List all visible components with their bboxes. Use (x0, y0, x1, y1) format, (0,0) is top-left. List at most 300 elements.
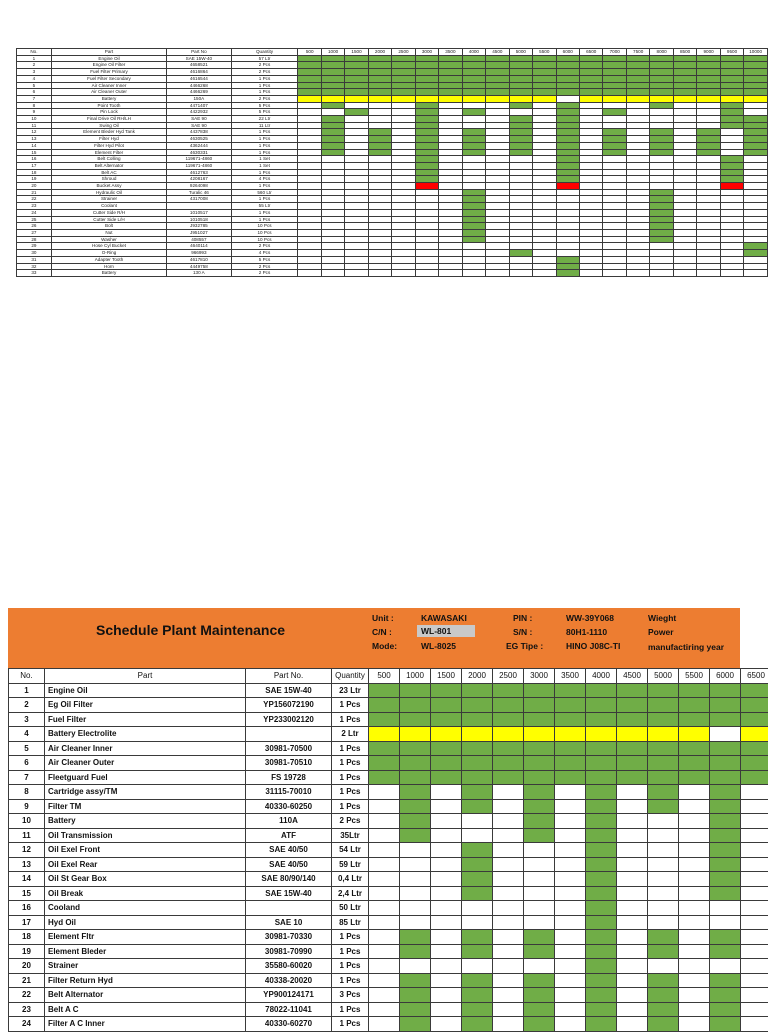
schedule-cell (673, 196, 696, 203)
schedule-cell (509, 203, 532, 210)
schedule-cell (439, 176, 462, 183)
schedule-cell (368, 162, 391, 169)
schedule-cell (650, 109, 673, 116)
schedule-cell (673, 69, 696, 76)
schedule-cell (586, 698, 617, 713)
schedule-cell (462, 55, 485, 62)
schedule-cell (556, 116, 579, 123)
schedule-cell (431, 901, 462, 916)
schedule-cell (462, 270, 485, 277)
schedule-cell (555, 915, 586, 930)
schedule-cell (586, 785, 617, 800)
schedule-cell (462, 988, 493, 1003)
schedule-cell (486, 142, 509, 149)
schedule-cell (580, 136, 603, 143)
row-number: 17 (9, 915, 45, 930)
schedule-cell (368, 223, 391, 230)
schedule-cell (555, 828, 586, 843)
schedule-cell (298, 250, 321, 257)
part-number: SAE 15W-40 (167, 55, 231, 62)
schedule-cell (298, 95, 321, 102)
schedule-cell (524, 814, 555, 829)
quantity: 1 Pcs (332, 959, 369, 974)
schedule-cell (486, 109, 509, 116)
schedule-cell (462, 843, 493, 858)
schedule-cell (556, 169, 579, 176)
schedule-cell (603, 229, 626, 236)
schedule-cell (744, 209, 768, 216)
schedule-cell (741, 712, 768, 727)
schedule-cell (415, 196, 438, 203)
schedule-cell (650, 236, 673, 243)
schedule-cell (741, 973, 768, 988)
quantity: 1 Pcs (332, 712, 369, 727)
schedule-cell (650, 243, 673, 250)
row-number: 23 (17, 203, 52, 210)
schedule-cell (439, 89, 462, 96)
schedule-cell (744, 183, 768, 190)
part-number: 31115-70010 (246, 785, 332, 800)
schedule-cell (431, 712, 462, 727)
schedule-cell (439, 203, 462, 210)
table-row (9, 785, 768, 800)
schedule-cell (524, 930, 555, 945)
schedule-cell (345, 89, 368, 96)
schedule-cell (321, 109, 344, 116)
schedule-cell (744, 142, 768, 149)
row-number: 18 (9, 930, 45, 945)
schedule-cell (648, 901, 679, 916)
schedule-cell (580, 176, 603, 183)
part-name: Engine Oil Filter (51, 62, 166, 69)
schedule-cell (744, 116, 768, 123)
schedule-cell (626, 69, 649, 76)
quantity: 1 Pcs (231, 196, 298, 203)
quantity: 54 Ltr (332, 843, 369, 858)
part-name: Hose Cyl Bucket (51, 243, 166, 250)
schedule-cell (741, 814, 768, 829)
schedule-cell (298, 102, 321, 109)
schedule-cell (345, 250, 368, 257)
table-row (17, 109, 768, 116)
row-number: 21 (9, 973, 45, 988)
schedule-cell (509, 263, 532, 270)
schedule-cell (368, 69, 391, 76)
part-name: Element Bleder Hyd Tank (51, 129, 166, 136)
schedule-cell (679, 1002, 710, 1017)
schedule-cell (586, 973, 617, 988)
column-header: No. (17, 49, 52, 56)
schedule-cell (524, 988, 555, 1003)
schedule-cell (415, 136, 438, 143)
schedule-cell (486, 162, 509, 169)
schedule-cell (345, 122, 368, 129)
schedule-cell (555, 785, 586, 800)
schedule-cell (431, 1002, 462, 1017)
schedule-cell (650, 69, 673, 76)
schedule-cell (744, 169, 768, 176)
schedule-cell (720, 236, 743, 243)
schedule-cell (509, 223, 532, 230)
interval-header: 3000 (524, 669, 555, 684)
table-row (17, 183, 768, 190)
part-number: 4630331 (167, 149, 231, 156)
schedule-cell (321, 69, 344, 76)
schedule-cell (673, 256, 696, 263)
part-number: 78022-11041 (246, 1002, 332, 1017)
quantity: 5 Pcs (231, 102, 298, 109)
schedule-cell (345, 229, 368, 236)
schedule-cell (533, 69, 556, 76)
part-number: YP233002120 (246, 712, 332, 727)
schedule-cell (439, 162, 462, 169)
part-number: 4616544 (167, 75, 231, 82)
schedule-cell (486, 122, 509, 129)
row-number: 24 (17, 209, 52, 216)
row-number: 1 (17, 55, 52, 62)
schedule-cell (697, 89, 720, 96)
schedule-cell (524, 857, 555, 872)
interval-header: 8500 (673, 49, 696, 56)
schedule-cell (697, 142, 720, 149)
schedule-cell (648, 973, 679, 988)
schedule-cell (415, 162, 438, 169)
interval-header: 3000 (415, 49, 438, 56)
row-number: 22 (17, 196, 52, 203)
schedule-cell (673, 55, 696, 62)
part-number (167, 203, 231, 210)
schedule-cell (673, 89, 696, 96)
schedule-cell (462, 95, 485, 102)
schedule-cell (298, 189, 321, 196)
quantity: 1 Pcs (231, 216, 298, 223)
schedule-cell (648, 756, 679, 771)
schedule-cell (524, 959, 555, 974)
part-name: Fuel Filter Primary (51, 69, 166, 76)
schedule-cell (741, 770, 768, 785)
schedule-cell (439, 169, 462, 176)
schedule-cell (345, 142, 368, 149)
schedule-cell (493, 872, 524, 887)
schedule-cell (298, 183, 321, 190)
schedule-cell (509, 69, 532, 76)
schedule-cell (369, 814, 400, 829)
table-row (17, 102, 768, 109)
schedule-cell (439, 129, 462, 136)
schedule-cell (431, 741, 462, 756)
schedule-cell (648, 886, 679, 901)
part-number: 4362444 (167, 142, 231, 149)
schedule-cell (493, 1002, 524, 1017)
part-name: O-Ring (51, 250, 166, 257)
schedule-cell (368, 102, 391, 109)
table-row (17, 243, 768, 250)
schedule-cell (524, 756, 555, 771)
schedule-cell (650, 203, 673, 210)
schedule-cell (603, 82, 626, 89)
schedule-cell (533, 263, 556, 270)
schedule-cell (556, 236, 579, 243)
schedule-cell (462, 102, 485, 109)
schedule-cell (368, 62, 391, 69)
part-name: Battery (51, 95, 166, 102)
schedule-cell (493, 886, 524, 901)
part-name: Oil Break (45, 886, 246, 901)
schedule-cell (673, 82, 696, 89)
row-number: 3 (9, 712, 45, 727)
schedule-cell (673, 236, 696, 243)
schedule-cell (368, 263, 391, 270)
part-number: 4640114 (167, 243, 231, 250)
interval-header: 4500 (486, 49, 509, 56)
schedule-cell (673, 203, 696, 210)
part-name: Adapter Tooth (51, 256, 166, 263)
schedule-cell (556, 95, 579, 102)
schedule-cell (392, 203, 415, 210)
table-row (17, 223, 768, 230)
schedule-cell (524, 843, 555, 858)
schedule-cell (650, 176, 673, 183)
schedule-cell (603, 149, 626, 156)
part-number (246, 727, 332, 742)
schedule-cell (673, 142, 696, 149)
schedule-cell (710, 712, 741, 727)
table-row (17, 116, 768, 123)
schedule-cell (617, 886, 648, 901)
table-row (9, 973, 768, 988)
schedule-cell (673, 169, 696, 176)
schedule-cell (744, 82, 768, 89)
schedule-cell (744, 229, 768, 236)
schedule-cell (626, 109, 649, 116)
schedule-cell (720, 109, 743, 116)
schedule-cell (321, 223, 344, 230)
schedule-cell (720, 229, 743, 236)
part-number: SAE 80/90/140 (246, 872, 332, 887)
schedule-cell (650, 122, 673, 129)
schedule-cell (509, 162, 532, 169)
part-name: Belt A C (45, 1002, 246, 1017)
quantity: 35Ltr (332, 828, 369, 843)
schedule-cell (744, 223, 768, 230)
schedule-cell (415, 62, 438, 69)
row-number: 4 (17, 75, 52, 82)
schedule-cell (744, 109, 768, 116)
schedule-cell (710, 930, 741, 945)
schedule-cell (673, 62, 696, 69)
schedule-cell (556, 256, 579, 263)
row-number: 19 (17, 176, 52, 183)
schedule-cell (741, 741, 768, 756)
schedule-cell (400, 886, 431, 901)
schedule-cell (368, 95, 391, 102)
schedule-cell (673, 250, 696, 257)
schedule-cell (321, 216, 344, 223)
schedule-cell (533, 196, 556, 203)
table-row (9, 683, 768, 698)
schedule-cell (533, 129, 556, 136)
schedule-cell (744, 102, 768, 109)
schedule-cell (392, 75, 415, 82)
schedule-cell (369, 683, 400, 698)
part-number: YP156072190 (246, 698, 332, 713)
schedule-cell (580, 156, 603, 163)
schedule-cell (486, 95, 509, 102)
schedule-cell (626, 189, 649, 196)
schedule-cell (744, 189, 768, 196)
schedule-cell (710, 1002, 741, 1017)
schedule-cell (720, 189, 743, 196)
schedule-cell (679, 973, 710, 988)
schedule-cell (586, 901, 617, 916)
schedule-cell (415, 75, 438, 82)
part-number: 119671-4860 (167, 156, 231, 163)
schedule-cell (710, 959, 741, 974)
schedule-cell (462, 229, 485, 236)
schedule-cell (679, 828, 710, 843)
schedule-cell (650, 169, 673, 176)
schedule-cell (626, 263, 649, 270)
schedule-cell (321, 116, 344, 123)
schedule-cell (697, 156, 720, 163)
schedule-cell (431, 727, 462, 742)
schedule-cell (368, 116, 391, 123)
schedule-cell (368, 189, 391, 196)
schedule-cell (555, 901, 586, 916)
interval-header: 4000 (586, 669, 617, 684)
schedule-cell (741, 930, 768, 945)
schedule-cell (533, 256, 556, 263)
schedule-cell (524, 1002, 555, 1017)
schedule-cell (321, 203, 344, 210)
schedule-cell (486, 136, 509, 143)
part-name: Air Cleaner Inner (45, 741, 246, 756)
schedule-cell (486, 223, 509, 230)
schedule-cell (626, 82, 649, 89)
quantity: 1 Pcs (332, 1002, 369, 1017)
quantity: 57 Ltr (231, 55, 298, 62)
schedule-cell (556, 209, 579, 216)
schedule-cell (626, 270, 649, 277)
table-row (9, 843, 768, 858)
schedule-cell (533, 75, 556, 82)
schedule-cell (697, 209, 720, 216)
schedule-cell (744, 75, 768, 82)
schedule-cell (710, 727, 741, 742)
part-name: Filter Hyd (51, 136, 166, 143)
interval-header: 9500 (720, 49, 743, 56)
schedule-cell (462, 176, 485, 183)
schedule-cell (439, 236, 462, 243)
schedule-cell (586, 872, 617, 887)
schedule-cell (439, 116, 462, 123)
schedule-cell (650, 196, 673, 203)
schedule-cell (369, 944, 400, 959)
schedule-cell (744, 69, 768, 76)
schedule-cell (462, 901, 493, 916)
schedule-cell (439, 102, 462, 109)
schedule-cell (720, 270, 743, 277)
schedule-cell (345, 216, 368, 223)
schedule-cell (626, 250, 649, 257)
schedule-cell (744, 196, 768, 203)
interval-header: 1000 (400, 669, 431, 684)
schedule-cell (369, 915, 400, 930)
part-number: 4317008 (167, 196, 231, 203)
schedule-cell (626, 55, 649, 62)
row-number: 14 (9, 872, 45, 887)
schedule-cell (345, 69, 368, 76)
schedule-cell (617, 814, 648, 829)
schedule-cell (710, 988, 741, 1003)
schedule-cell (533, 270, 556, 277)
schedule-cell (462, 169, 485, 176)
schedule-cell (368, 122, 391, 129)
schedule-cell (462, 959, 493, 974)
schedule-cell (650, 270, 673, 277)
quantity: 1 Pcs (231, 142, 298, 149)
schedule-cell (369, 712, 400, 727)
schedule-cell (580, 149, 603, 156)
schedule-cell (697, 116, 720, 123)
schedule-cell (321, 95, 344, 102)
schedule-cell (626, 136, 649, 143)
schedule-cell (556, 176, 579, 183)
schedule-cell (744, 162, 768, 169)
interval-header: 1500 (431, 669, 462, 684)
mode-value: WL-8025 (421, 641, 456, 651)
schedule-cell (679, 785, 710, 800)
row-number: 7 (17, 95, 52, 102)
schedule-cell (298, 209, 321, 216)
schedule-cell (392, 102, 415, 109)
schedule-cell (603, 122, 626, 129)
schedule-cell (486, 102, 509, 109)
schedule-cell (697, 263, 720, 270)
schedule-cell (439, 209, 462, 216)
quantity: 59 Ltr (332, 857, 369, 872)
schedule-cell (603, 142, 626, 149)
schedule-cell (603, 223, 626, 230)
schedule-cell (626, 223, 649, 230)
schedule-cell (321, 162, 344, 169)
schedule-cell (679, 944, 710, 959)
schedule-cell (462, 250, 485, 257)
part-name: Air Cleaner Outer (45, 756, 246, 771)
row-number: 17 (17, 162, 52, 169)
schedule-cell (493, 727, 524, 742)
schedule-cell (741, 1002, 768, 1017)
schedule-cell (431, 756, 462, 771)
quantity: 2 Pcs (231, 62, 298, 69)
part-name: Oil Exel Rear (45, 857, 246, 872)
schedule-cell (617, 930, 648, 945)
schedule-cell (580, 75, 603, 82)
schedule-cell (415, 183, 438, 190)
schedule-cell (415, 55, 438, 62)
row-number: 27 (17, 229, 52, 236)
schedule-cell (720, 263, 743, 270)
schedule-cell (744, 250, 768, 257)
schedule-cell (392, 236, 415, 243)
part-number: 130 A (167, 270, 231, 277)
schedule-cell (524, 915, 555, 930)
schedule-cell (486, 209, 509, 216)
schedule-cell (524, 770, 555, 785)
schedule-cell (439, 189, 462, 196)
schedule-cell (673, 102, 696, 109)
part-number: ATF (246, 828, 332, 843)
